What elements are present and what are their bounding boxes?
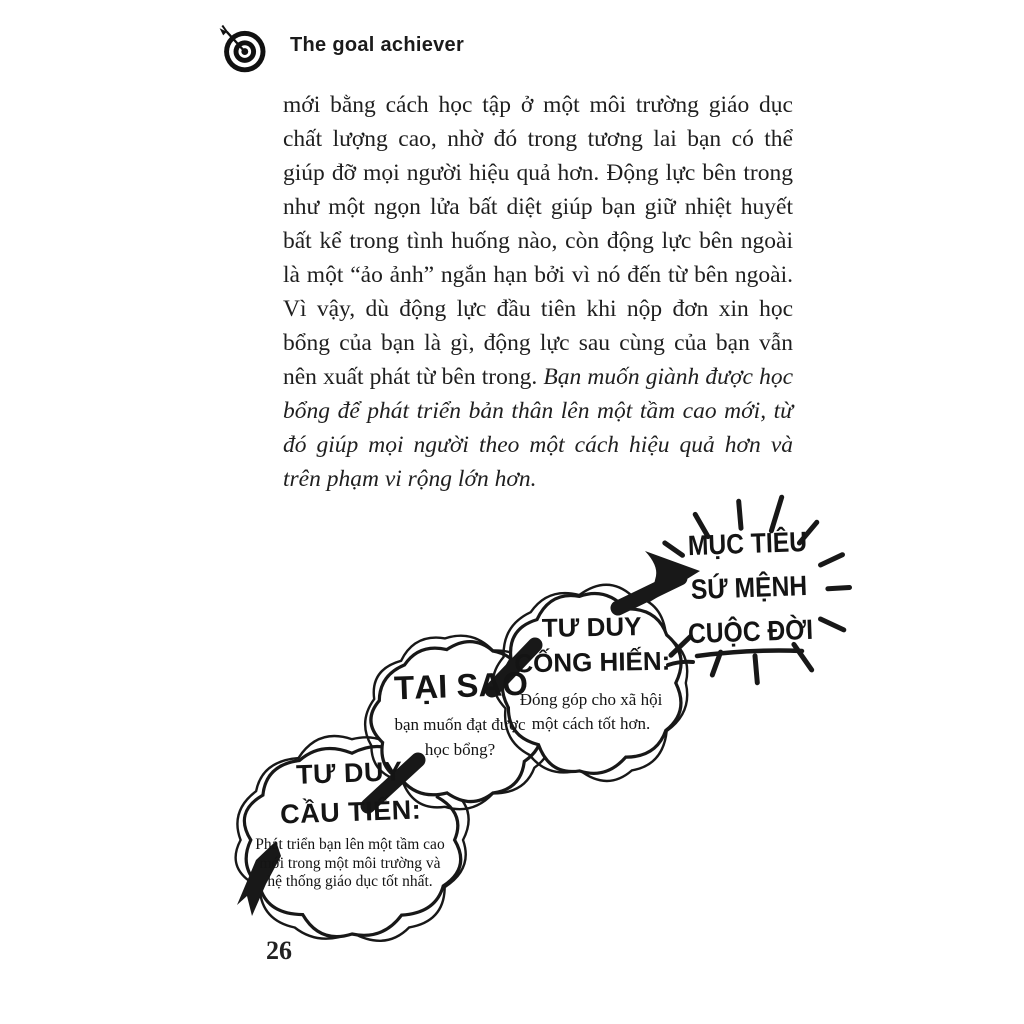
sunburst-ray [821,555,843,565]
cloud-growth-mindset-title [251,751,450,836]
cloud-contribution-mindset-title-line2: CỐNG HIẾN: [514,645,671,679]
goal-caption-line2: SỨ MỆNH [690,569,808,606]
paragraph-normal-text: mới bằng cách học tập ở một môi trường giáo dục chất lượng cao, nhờ đó trong tương lai bạn có thể giúp đỡ mọi người hiệu quả hơn. Động lực bên trong như một ngọn lửa bất diệt giúp bạn giữ nhiệt huyết bất kể trong tình huống nào, còn động lực bên ngoài là một “ảo ảnh” ngắn hạn bởi vì nó đến từ bên ngoài. Vì vậy, dù động lực đầu tiên khi nộp đơn xin học bổng của bạn là gì, động lực sau cùng của bạn vẫn nên xuất phát từ bên trong. [283,92,793,390]
cloud-why-body: bạn muốn đạt được học bổng? [394,715,526,759]
cloud-growth-mindset-title-line2: CẦU TIẾN: [279,794,422,830]
sunburst-ray [828,588,850,589]
sunburst-ray [755,656,757,683]
cloud-contribution-mindset-title [505,609,678,682]
life-mission-goal-caption [674,519,825,656]
bullseye-dart-icon [216,20,270,76]
body-paragraph [283,88,793,496]
cloud-contribution-mindset-title-line1: TƯ DUY [541,611,642,643]
cloud-growth-mindset-title-line1: TƯ DUY [295,756,403,790]
cloud-contribution-mindset-body: Đóng góp cho xã hội một cách tốt hơn. [519,690,663,733]
goal-caption-line3: CUỘC ĐỜI [687,613,814,650]
brand-title: The goal achiever [290,34,465,56]
paragraph-italic-text: Bạn muốn giành được học bổng để phát triển bản thân lên một tầm cao mới, từ đó giúp mọi người theo một cách hiệu quả hơn và trên phạm vi rộng lớn hơn. [283,364,794,492]
cloud-growth-mindset-body: Phát triển bạn lên một tầm cao mới trong một môi trường và hệ thống giáo dục tốt nhất. [255,836,445,890]
sunburst-ray [821,619,844,630]
page-number: 26 [266,936,292,965]
goal-caption-line1: MỤC TIÊU [687,525,808,562]
cloud-why-title-line1: TẠI SAO [393,664,529,707]
